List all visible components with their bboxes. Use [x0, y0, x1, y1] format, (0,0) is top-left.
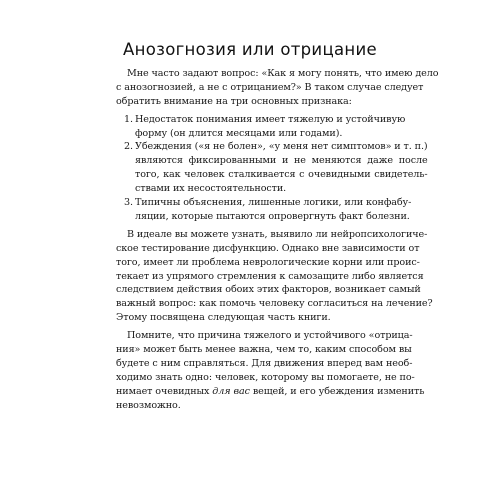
text-line: будете с ним справляться. Для движения вперед вам необ- — [116, 358, 413, 370]
text-line: Недостаток понимания имеет тяжелую и устойчивую — [135, 113, 406, 125]
text-line: ляции, которые пытаются опровергнуть факт болезни. — [135, 210, 410, 222]
text-line: Убеждения («я не болен», «у меня нет симптомов» и т. п.) — [135, 141, 428, 153]
text-line: Этому посвящена следующая часть книги. — [116, 312, 331, 324]
text-line: следствием действия обоих этих факторов, возникает самый — [116, 284, 421, 296]
text-line: ходимо знать одно: человек, которому вы помогаете, не по- — [116, 371, 415, 383]
text-line: текает из упрямого стремления к самозащите либо является — [116, 270, 424, 282]
emphasis-text: для вас — [212, 385, 250, 397]
text-line: с анозогнозией, а не с отрицанием?» В таком случае следует — [116, 81, 424, 93]
text-line: того, имеет ли проблема неврологические корни или проис- — [116, 256, 420, 268]
page-body — [116, 67, 439, 412]
list-item-3 — [116, 196, 412, 224]
text-line: ния» может быть менее важна, чем то, каким способом вы — [116, 344, 412, 356]
intro-paragraph — [116, 67, 439, 109]
page-title: Анозогнозия или отрицание — [123, 40, 377, 59]
text-line: ствами их несостоятельности. — [135, 182, 287, 194]
list-number: 1. — [124, 113, 133, 125]
text-line: невозможно. — [116, 399, 181, 411]
text-line: форму (он длится месяцами или годами). — [135, 127, 343, 139]
list-number: 2. — [124, 141, 133, 153]
list-number: 3. — [124, 196, 133, 208]
text-line: того, как человек сталкивается с очевидными свидетель- — [135, 169, 428, 181]
paragraph-3 — [116, 329, 425, 412]
text-fragment: нимает очевидных — [116, 385, 213, 397]
list-item-1 — [116, 113, 406, 141]
text-line: ское тестирование дисфункцию. Однако вне зависимости от — [116, 242, 420, 254]
text-line: Мне часто задают вопрос: «Как я могу понять, что имею дело — [127, 68, 439, 79]
text-fragment: вещей, и его убеждения изменить — [249, 385, 425, 397]
text-line-with-emphasis — [116, 385, 425, 399]
paragraph-2 — [116, 228, 433, 325]
text-line: В идеале вы можете узнать, выявило ли нейропсихологиче- — [127, 228, 428, 240]
text-line: обратить внимание на три основных признака: — [116, 95, 352, 107]
list-item-2 — [116, 140, 428, 195]
text-line: важный вопрос: как помочь человеку согласиться на лечение? — [116, 298, 433, 310]
text-line: Типичны объяснения, лишенные логики, или конфабу- — [135, 196, 412, 208]
text-line: являются фиксированными и не меняются даже после — [135, 155, 428, 167]
text-line: Помните, что причина тяжелого и устойчивого «отрица- — [127, 330, 413, 342]
